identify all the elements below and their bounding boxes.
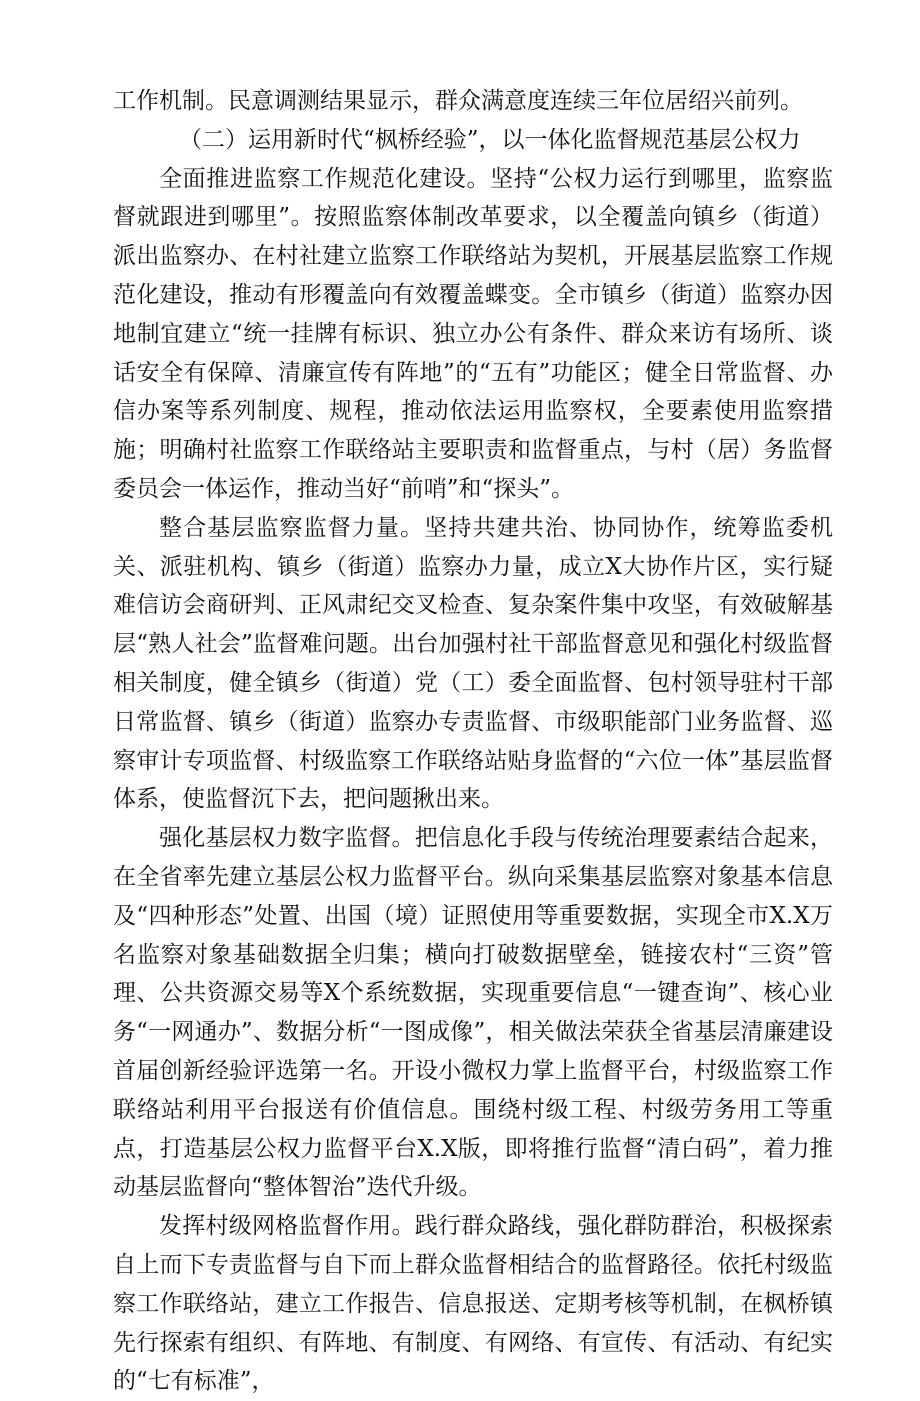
paragraph-grid-supervision: 发挥村级网格监督作用。践行群众路线，强化群防群治，积极探索自上而下专责监督与自下而上群众监督相结合的监督路径。依托村级监察工作联络站，建立工作报告、信息报送、定期考核等机制，在枫桥镇先行探索有组织、有阵地、有制度、有网络、有宣传、有活动、有纪实的“七有标准”， <box>113 1213 833 1395</box>
paragraph-continuation: 工作机制。民意调测结果显示，群众满意度连续三年位居绍兴前列。 <box>113 88 803 114</box>
paragraph-digital-supervision: 强化基层权力数字监督。把信息化手段与传统治理要素结合起来，在全省率先建立基层公权力监督平台。纵向采集基层监察对象基本信息及“四种形态”处置、出国（境）证照使用等重要数据，实现全市X.X万名监察对象基础数据全归集；横向打破数据壁垒，链接农村“三资”管理、公共资源交易等X个系统数据，实现重要信息“一键查询”、核心业务“一网通办”、数据分析“一图成像”，相关做法荣获全省基层清廉建设首届创新经验评选第一名。开设小微权力掌上监督平台，村级监察工作联络站利用平台报送有价值信息。围绕村级工程、村级劳务用工等重点，打造基层公权力监督平台X.X版，即将推行监督“清白码”，着力推动基层监督向“整体智治”迭代升级。 <box>113 825 833 1201</box>
section-heading: （二）运用新时代“枫桥经验”，以一体化监督规范基层公权力 <box>179 126 801 153</box>
document-body <box>113 82 833 1401</box>
paragraph-standardization: 全面推进监察工作规范化建设。坚持“公权力运行到哪里，监察监督就跟进到哪里”。按照监察体制改革要求，以全覆盖向镇乡（街道）派出监察办、在村社建立监察工作联络站为契机，开展基层监察工作规范化建设，推动有形覆盖向有效覆盖蝶变。全市镇乡（街道）监察办因地制宜建立“统一挂牌有标识、独立办公有条件、群众来访有场所、谈话安全有保障、清廉宣传有阵地”的“五有”功能区；健全日常监督、办信办案等系列制度、规程，推动依法运用监察权，全要素使用监察措施；明确村社监察工作联络站主要职责和监督重点，与村（居）务监督委员会一体运作，推动当好“前哨”和“探头”。 <box>113 165 833 502</box>
paragraph-integration: 整合基层监察监督力量。坚持共建共治、协同协作，统筹监委机关、派驻机构、镇乡（街道）监察办力量，成立X大协作片区，实行疑难信访会商研判、正风肃纪交叉检查、复杂案件集中攻坚，有效破解基层“熟人社会”监督难问题。出台加强村社干部监督意见和强化村级监督相关制度，健全镇乡（街道）党（工）委全面监督、包村领导驻村干部日常监督、镇乡（街道）监察办专责监督、市级职能部门业务监督、巡察审计专项监督、村级监察工作联络站贴身监督的“六位一体”基层监督体系，使监督沉下去，把问题揪出来。 <box>113 514 833 813</box>
